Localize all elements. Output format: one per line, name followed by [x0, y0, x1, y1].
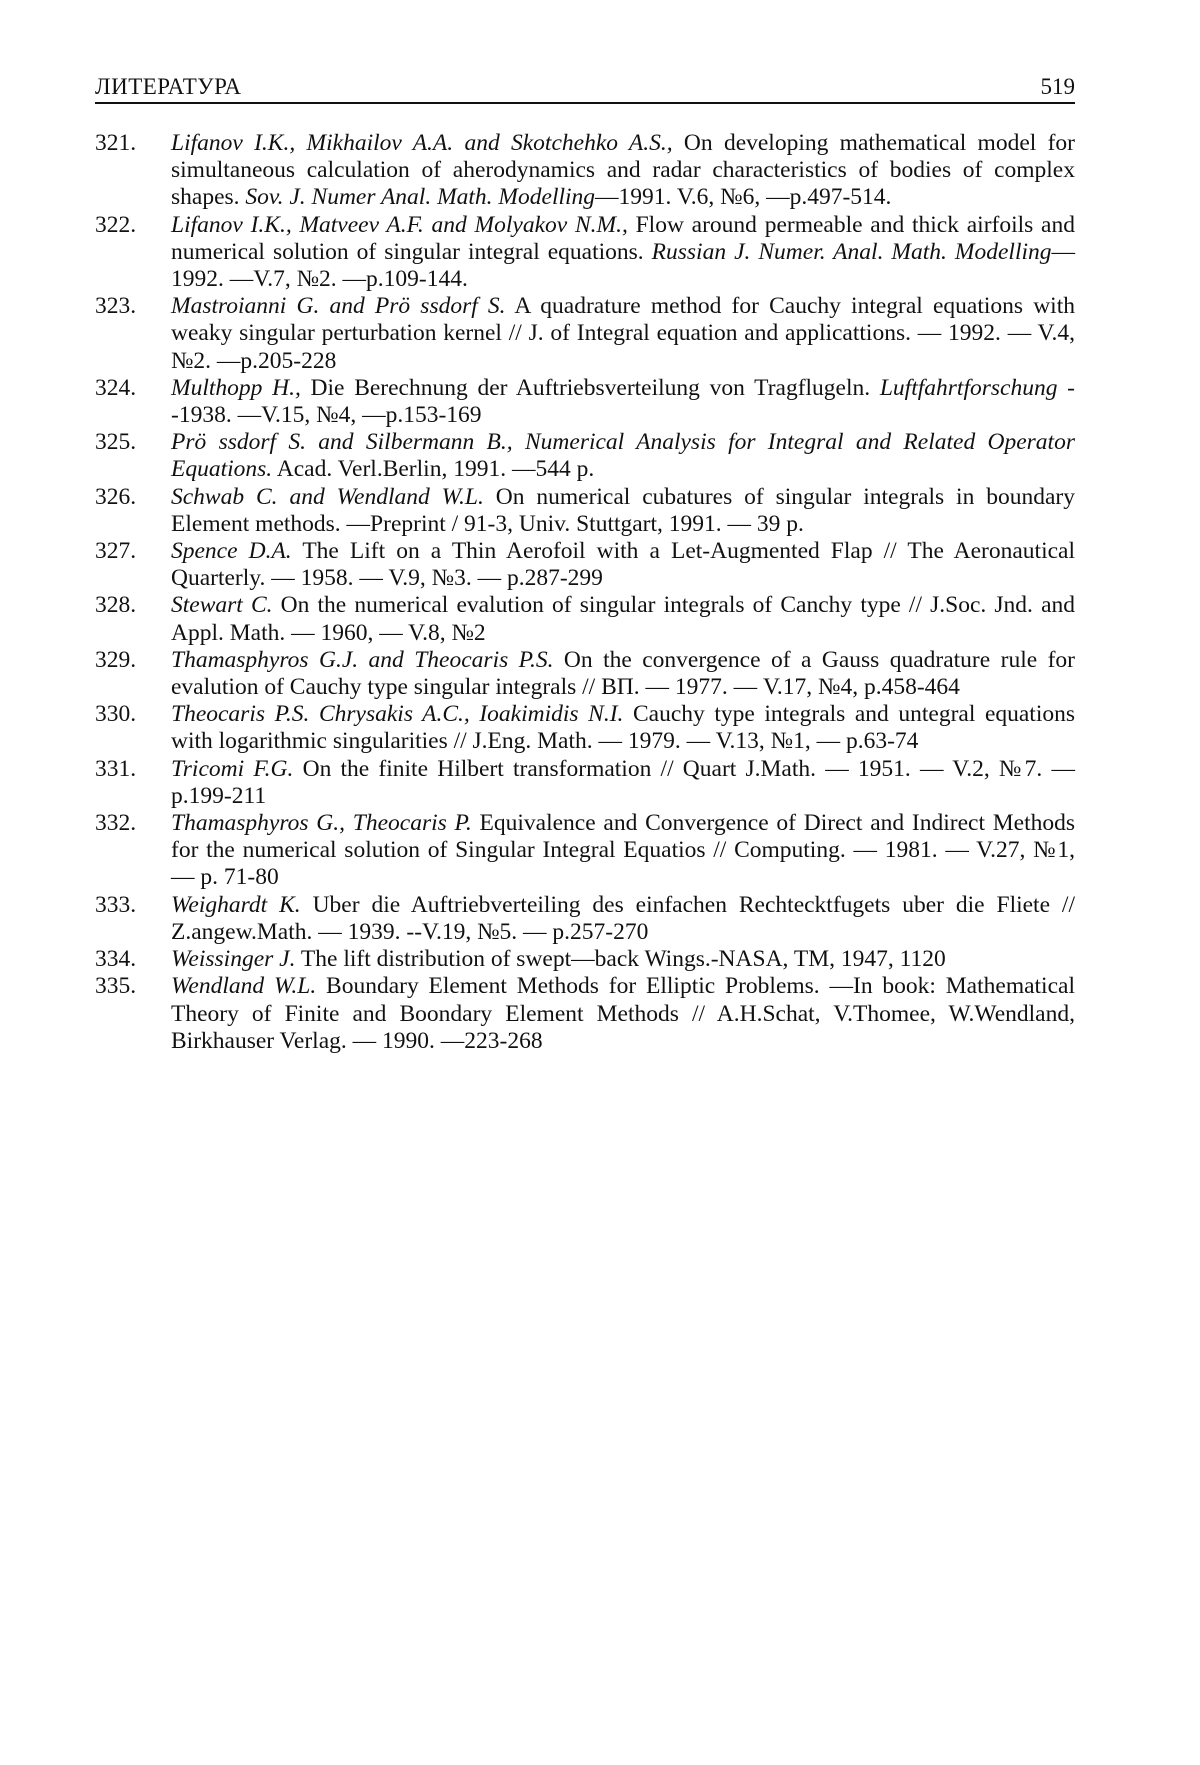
reference-authors: Wendland W.L.	[171, 973, 317, 1000]
reference-text	[513, 429, 525, 455]
running-head	[95, 68, 1075, 104]
reference-number: 324.	[95, 374, 137, 401]
reference-source: Russian J. Numer. Anal. Math. Modelling	[651, 238, 1052, 265]
reference-tail: Acad. Verl.Berlin, 1991. —544 p.	[272, 456, 595, 483]
reference-source: Numerical Analysis for Integral and Related Operator Equations.	[171, 429, 1075, 483]
reference-text: The lift distribution of swept—back Wings.-NASA, TM, 1947, 1120	[295, 946, 946, 973]
reference-source: Luftfahrtforschung	[879, 374, 1058, 401]
reference-text: On numerical cubatures of singular integrals in boundary Element methods. —Preprint / 91-3, Univ. Stuttgart, 1991. — 39 p.	[171, 483, 1075, 537]
reference-authors: Thamasphyros G.J. and Theocaris P.S.	[171, 646, 554, 673]
reference-source: Sov. J. Numer Anal. Math. Modelling	[245, 184, 596, 211]
reference-item	[95, 701, 1075, 755]
reference-authors: Thamasphyros G., Theocaris P.	[171, 810, 472, 837]
reference-item	[95, 429, 1075, 483]
reference-number: 327.	[95, 538, 137, 565]
reference-authors: Mastroianni G. and Prö ssdorf S.	[171, 293, 506, 320]
reference-number: 331.	[95, 755, 137, 782]
reference-number: 329.	[95, 646, 137, 673]
reference-number: 322.	[95, 211, 137, 238]
section-title: ЛИТЕРАТУРА	[95, 74, 242, 99]
reference-number: 326.	[95, 483, 137, 510]
reference-list	[95, 130, 1075, 1055]
reference-text: Cauchy type integrals and untegral equations with logarithmic singularities // J.Eng. Math. — 1979. — V.13, №1, — p.63-74	[171, 701, 1076, 755]
reference-number: 323.	[95, 293, 137, 320]
reference-tail: —1991. V.6, №6, —p.497-514.	[595, 184, 892, 211]
reference-text: On the convergence of a Gauss quadrature rule for evalution of Cauchy type singular integrals // BΠ. — 1977. — V.17, №4, p.458-464	[171, 646, 1075, 701]
reference-authors: Theocaris P.S. Chrysakis A.C., Ioakimidis N.I.	[171, 701, 624, 728]
reference-authors: Lifanov I.K., Mikhailov A.A. and Skotchehko A.S.,	[171, 130, 673, 156]
reference-item	[95, 973, 1075, 1055]
reference-number: 321.	[95, 130, 137, 156]
reference-authors: Lifanov I.K., Matveev A.F. and Molyakov N.M.,	[171, 211, 628, 238]
reference-text: On the numerical evalution of singular integrals of Canchy type // J.Soc. Jnd. and Appl. Math. — 1960, — V.8, №2	[171, 592, 1075, 646]
reference-text: On developing mathematical model for simultaneous calculation of aherodynamics and radar characteristics of bodies of complex shapes.	[171, 130, 1075, 211]
reference-text: The Lift on a Thin Aerofoil with a Let-Augmented Flap // The Aeronautical Quarterly. — 1958. — V.9, №3. — p.287-299	[171, 538, 1075, 592]
reference-number: 335.	[95, 973, 137, 1000]
reference-authors: Tricomi F.G.	[171, 755, 294, 782]
reference-tail: — 1992. —V.7, №2. —p.109-144.	[171, 238, 1075, 293]
reference-authors: Weighardt K.	[171, 891, 301, 918]
reference-text: Flow around permeable and thick airfoils and numerical solution of singular integral equations.	[171, 211, 1075, 265]
reference-item	[95, 293, 1075, 375]
reference-item	[95, 538, 1075, 592]
reference-authors: Prö ssdorf S. and Silbermann B.,	[171, 429, 513, 456]
reference-item	[95, 592, 1075, 646]
page-number: 519	[1040, 74, 1075, 99]
reference-authors: Schwab C. and Wendland W.L.	[171, 483, 484, 510]
reference-item	[95, 375, 1075, 429]
reference-text: Uber die Auftriebverteiling des einfachen Rechtecktfugets uber die Fliete // Z.angew.Math. — 1939. --V.19, №5. — p.257-270	[171, 891, 1075, 945]
reference-item	[95, 484, 1075, 538]
reference-item	[95, 130, 1075, 212]
reference-number: 328.	[95, 592, 137, 619]
reference-number: 330.	[95, 701, 137, 728]
reference-item	[95, 212, 1075, 294]
reference-text: Boundary Element Methods for Elliptic Problems. —In book: Mathematical Theory of Finite and Boondary Element Methods // A.H.Schat, V.Thomee, W.Wendland, Birkhauser Verlag. — 1990. —223-268	[171, 973, 1075, 1054]
reference-item	[95, 756, 1075, 810]
reference-number: 325.	[95, 429, 137, 456]
reference-item	[95, 946, 1075, 973]
reference-text: On the finite Hilbert transformation // Quart J.Math. — 1951. — V.2, №7. —p.199-211	[171, 755, 1075, 809]
reference-tail: --1938. —V.15, №4, —p.153-169	[171, 374, 1075, 429]
reference-item	[95, 892, 1075, 946]
reference-number: 334.	[95, 946, 137, 973]
reference-authors: Stewart C.	[171, 592, 273, 619]
reference-item	[95, 810, 1075, 892]
reference-text: Die Berechnung der Auftriebsverteilung von Tragflugeln.	[300, 374, 880, 401]
reference-authors: Multhopp H.,	[171, 374, 301, 401]
reference-authors: Spence D.A.	[171, 538, 292, 565]
reference-number: 333.	[95, 891, 137, 918]
reference-number: 332.	[95, 810, 137, 837]
reference-authors: Weissinger J.	[171, 946, 296, 973]
reference-text: Equivalence and Convergence of Direct and Indirect Methods for the numerical solution of Singular Integral Equatios // Computing. — 1981. — V.27, №1, — p. 71-80	[171, 810, 1075, 891]
reference-item	[95, 647, 1075, 701]
reference-text: A quadrature method for Cauchy integral equations with weaky singular perturbation kernel // J. of Integral equation and applicattions. — 1992. — V.4, №2. —p.205-228	[171, 293, 1075, 374]
